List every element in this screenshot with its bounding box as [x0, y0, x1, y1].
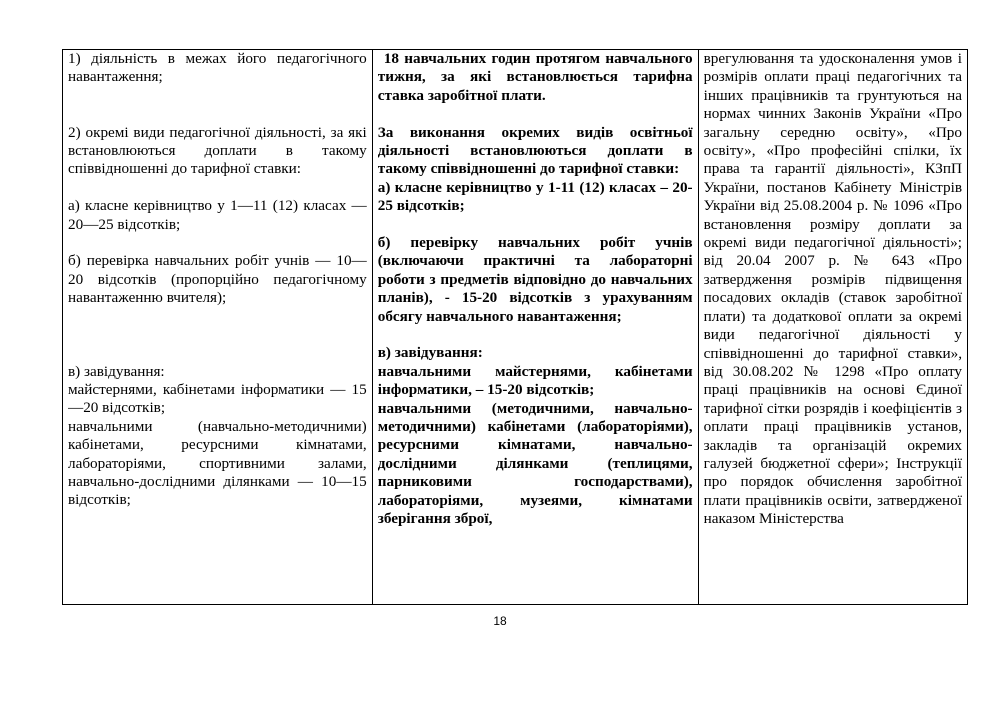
paragraph: За виконання окремих видів освітньої діяльності встановлюються доплати в такому співвідношенні до тарифної ставки:	[377, 123, 693, 178]
paragraph: навчальними майстернями, кабінетами інформатики, – 15-20 відсотків;	[377, 362, 693, 399]
paragraph: б) перевірка навчальних робіт учнів — 10—20 відсотків (пропорційно педагогічному навантаженню вчителя);	[68, 252, 367, 307]
paragraph: в) завідування:	[68, 362, 165, 380]
page-number: 18	[493, 614, 507, 628]
paragraph: навчальними (методичними, навчально-методичними) кабінетами (лабораторіями), ресурсними кімнатами, навчально-дослідними ділянками (теплицями, парниковими господарствами), лабораторіями, музеями, кімнатами зберігання зброї,	[377, 399, 693, 528]
table-cell-current-provision	[63, 50, 373, 605]
comparison-table	[62, 49, 968, 605]
paragraph: б) перевірку навчальних робіт учнів (включаючи практичні та лабораторні роботи з предметів відповідно до навчальних планів), - 15-20 відсотків з урахуванням обсягу навчального навантаження;	[377, 234, 693, 325]
table-row	[63, 50, 968, 605]
paragraph: 1) діяльність в межах його педагогічного навантаження;	[68, 50, 367, 86]
paragraph: 2) окремі види педагогічної діяльності, за які встановлюються доплати в такому співвідношенні до тарифної ставки:	[68, 123, 367, 178]
paragraph: врегулювання та удосконалення умов і розмірів оплати праці педагогічних та інших працівників та грунтуються на нормах чинних Законів України «Про загальну середню освіту», «Про освіту», «Про професійні спілки, їх права та гарантії діяльності», КЗпП України, постанов Кабінету Міністрів України від 25.08.2004 р. № 1096 «Про встановлення розміру доплати за окремі види педагогічної діяльності»; від 20.04 2007 р. № 643 «Про затвердження розмірів підвищення посадових окладів (ставок заробітної плати) та додаткової оплати за окремі види педагогічної діяльності у співвідношенні до тарифної ставки», від 30.08.202 № 1298 «Про оплату праці працівників на основі Єдиної тарифної сітки розрядів і коефіцієнтів з оплати праці працівників установ, закладів та організацій окремих галузей бюджетної сфери»; Інструкції про порядок обчислення заробітної плати працівників освіти, затвердженої наказом Міністерства	[703, 50, 962, 528]
paragraph: майстернями, кабінетами інформатики — 15—20 відсотків;	[68, 381, 367, 417]
paragraph: навчальними (навчально-методичними) кабінетами, ресурсними кімнатами, лабораторіями, спортивними залами, навчально-дослідними ділянками — 10—15 відсотків;	[68, 417, 367, 509]
paragraph: а) класне керівництво у 1-11 (12) класах – 20-25 відсотків;	[377, 178, 693, 215]
paragraph: в) завідування:	[377, 344, 483, 362]
table-cell-justification	[698, 50, 967, 605]
paragraph: а) класне керівництво у 1—11 (12) класах — 20—25 відсотків;	[68, 197, 367, 233]
paragraph: 18 навчальних годин протягом навчального тижня, за які встановлюється тарифна ставка заробітної плати.	[377, 50, 693, 104]
table-cell-proposed-provision	[372, 50, 698, 605]
